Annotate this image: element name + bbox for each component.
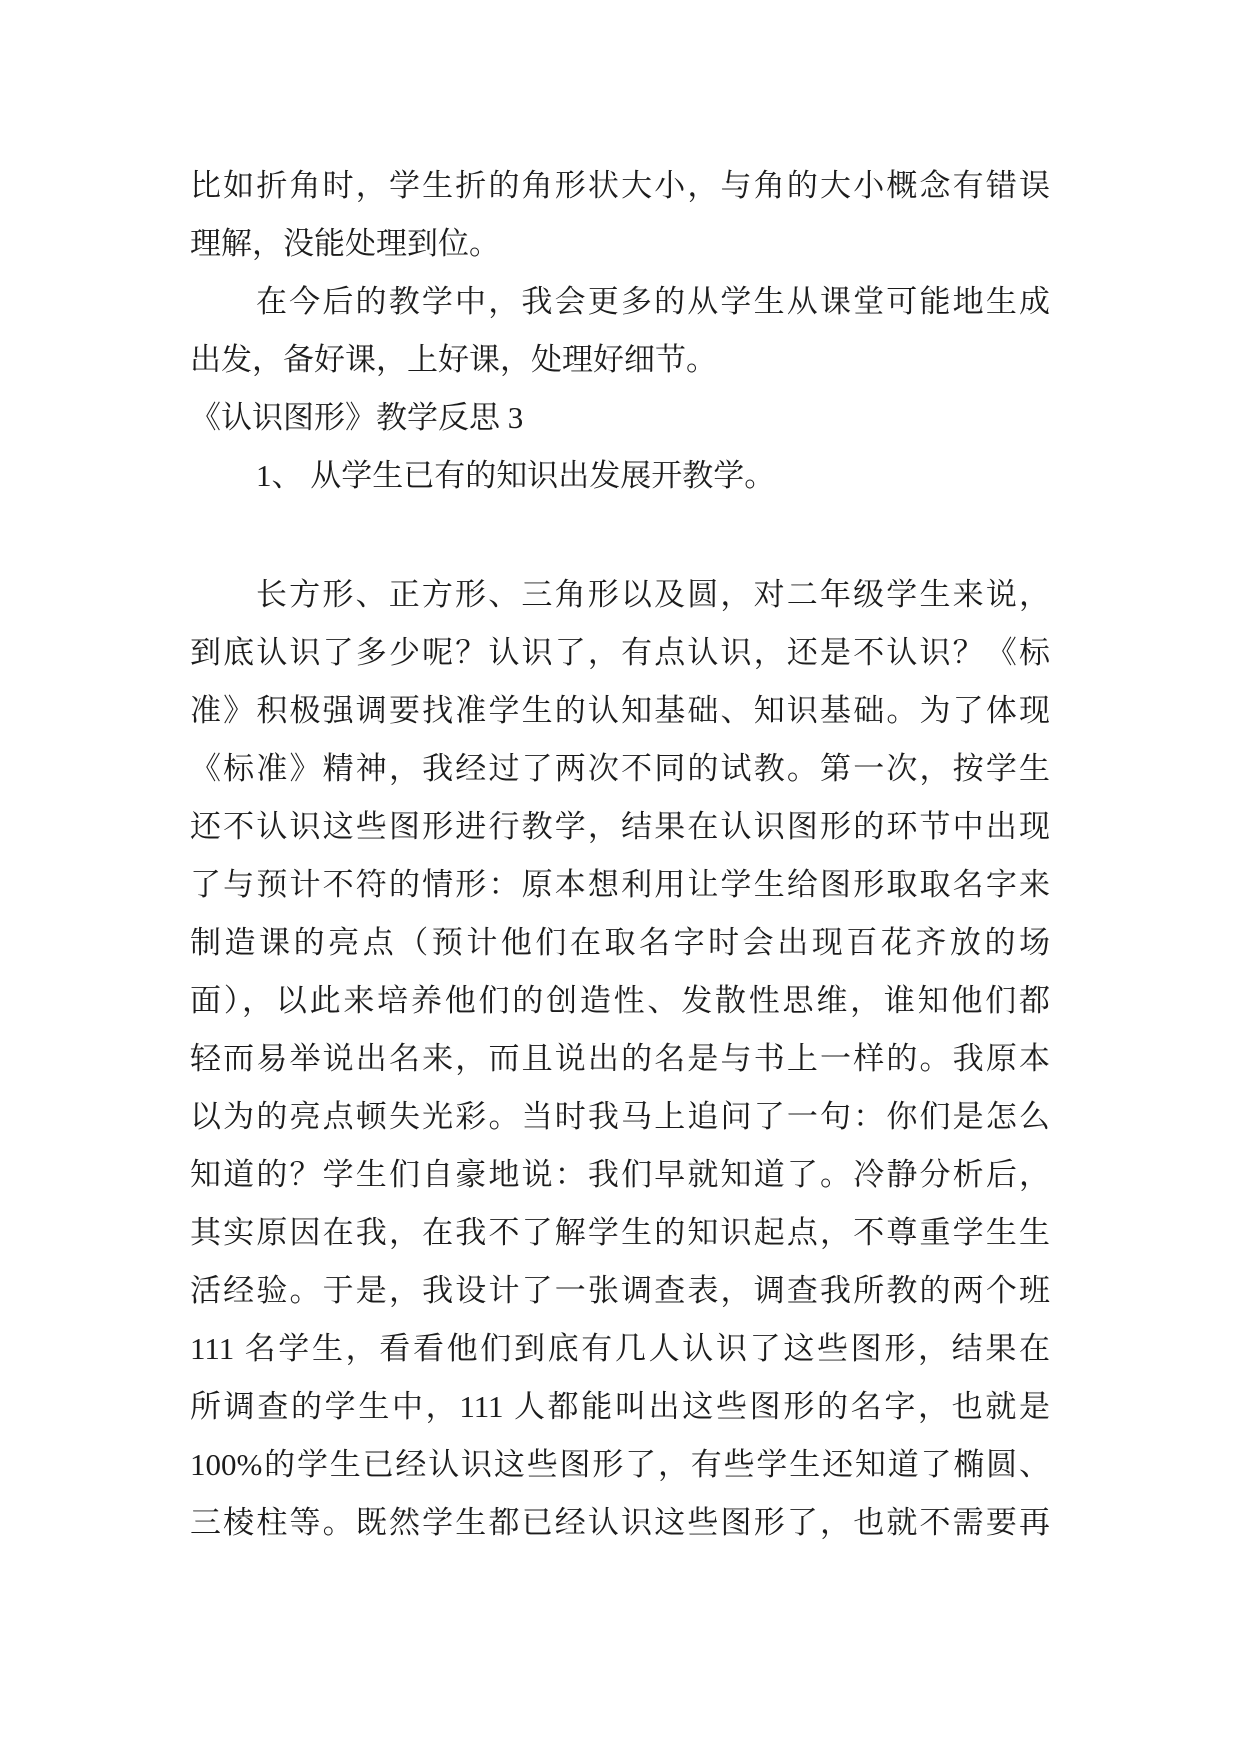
text-line: 比如折角时，学生折的角形状大小，与角的大小概念有错误 [190, 168, 1050, 203]
document-body [190, 157, 1050, 1552]
text-line: 其实原因在我，在我不了解学生的知识起点，不尊重学生生 [190, 1215, 1050, 1250]
text-line: 准》积极强调要找准学生的认知基础、知识基础。为了体现 [190, 693, 1050, 728]
section-heading: 《认识图形》教学反思 3 [190, 400, 524, 435]
text-line: 《标准》精神，我经过了两次不同的试教。第一次，按学生 [190, 751, 1050, 786]
text-line: 轻而易举说出名来，而且说出的名是与书上一样的。我原本 [190, 1041, 1050, 1076]
text-line: 出发，备好课，上好课，处理好细节。 [190, 342, 717, 377]
text-line: 以为的亮点顿失光彩。当时我马上追问了一句：你们是怎么 [190, 1099, 1050, 1134]
text-line: 111 名学生，看看他们到底有几人认识了这些图形，结果在 [190, 1331, 1050, 1366]
text-line: 长方形、正方形、三角形以及圆，对二年级学生来说， [256, 577, 1050, 612]
text-line: 还不认识这些图形进行教学，结果在认识图形的环节中出现 [190, 809, 1050, 844]
text-line: 活经验。于是，我设计了一张调查表，调查我所教的两个班 [190, 1273, 1050, 1308]
text-line: 面），以此来培养他们的创造性、发散性思维，谁知他们都 [190, 983, 1050, 1018]
blank-line [190, 505, 1050, 566]
text-line: 三棱柱等。既然学生都已经认识这些图形了，也就不需要再 [190, 1505, 1050, 1540]
text-line: 理解，没能处理到位。 [190, 226, 500, 261]
text-line: 知道的？学生们自豪地说：我们早就知道了。冷静分析后， [190, 1157, 1050, 1192]
text-line: 制造课的亮点（预计他们在取名字时会出现百花齐放的场 [190, 925, 1050, 960]
text-line: 所调查的学生中，111 人都能叫出这些图形的名字，也就是 [190, 1389, 1050, 1424]
text-line: 在今后的教学中，我会更多的从学生从课堂可能地生成 [256, 284, 1050, 319]
text-line: 到底认识了多少呢？认识了，有点认识，还是不认识？《标 [190, 635, 1050, 670]
list-item: 1、 从学生已有的知识出发展开教学。 [256, 458, 776, 493]
text-line: 100%的学生已经认识这些图形了，有些学生还知道了椭圆、 [190, 1447, 1050, 1482]
text-line: 了与预计不符的情形：原本想利用让学生给图形取取名字来 [190, 867, 1050, 902]
